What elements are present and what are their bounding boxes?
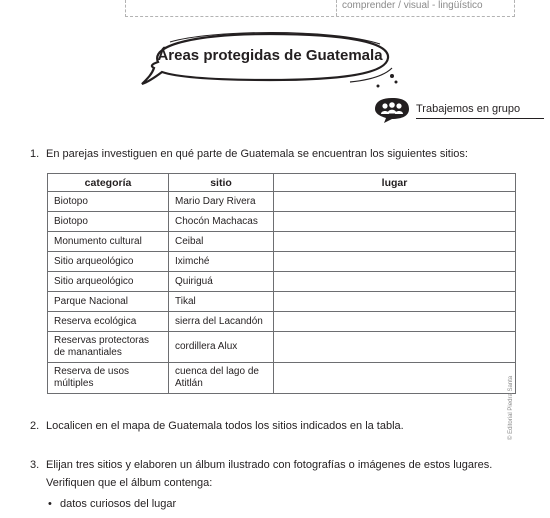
publisher-credit: © Editorial Piedra Santa — [508, 375, 514, 440]
instruction-1 — [30, 146, 468, 162]
cell-sitio: Chocón Machacas — [169, 212, 274, 232]
sites-table — [47, 173, 516, 394]
title-banner — [140, 22, 400, 92]
list-item-text: datos curiosos del lugar — [60, 498, 177, 510]
cell-categoria: Reserva ecológica — [48, 312, 169, 332]
cell-lugar[interactable] — [274, 192, 516, 212]
cell-sitio: Mario Dary Rivera — [169, 192, 274, 212]
cell-categoria: Monumento cultural — [48, 232, 169, 252]
cell-lugar[interactable] — [274, 363, 516, 394]
header-categoria: categoría — [48, 174, 169, 192]
cell-lugar[interactable] — [274, 212, 516, 232]
cell-sitio: sierra del Lacandón — [169, 312, 274, 332]
cell-sitio: Quiriguá — [169, 272, 274, 292]
table-header-row — [48, 174, 516, 192]
page-title: Áreas protegidas de Guatemala — [157, 47, 383, 64]
list-item — [48, 498, 176, 510]
table-row — [48, 252, 516, 272]
cell-sitio: Ceibal — [169, 232, 274, 252]
cell-categoria: Reservas protectoras de manantiales — [48, 332, 169, 363]
bullet-icon: • — [48, 498, 52, 510]
instruction-3 — [30, 457, 492, 473]
group-work-badge — [374, 96, 544, 122]
group-people-icon — [374, 96, 410, 124]
header-divider — [336, 0, 338, 16]
cell-sitio: Iximché — [169, 252, 274, 272]
header-sitio: sitio — [169, 174, 274, 192]
instruction-text: Localicen en el mapa de Guatemala todos los sitios indicados en la tabla. — [46, 420, 404, 432]
cell-lugar[interactable] — [274, 312, 516, 332]
verify-text: Verifiquen que el álbum contenga: — [46, 477, 213, 489]
cell-sitio: Tikal — [169, 292, 274, 312]
instruction-text: Elijan tres sitios y elaboren un álbum ilustrado con fotografías o imágenes de estos lugares. — [46, 459, 493, 471]
cell-lugar[interactable] — [274, 252, 516, 272]
instruction-number: 3. — [30, 459, 40, 471]
cell-sitio: cordillera Alux — [169, 332, 274, 363]
table-row — [48, 212, 516, 232]
cell-lugar[interactable] — [274, 272, 516, 292]
cell-categoria: Biotopo — [48, 192, 169, 212]
instruction-number: 1. — [30, 148, 40, 160]
group-work-label: Trabajemos en grupo — [416, 103, 521, 115]
cell-lugar[interactable] — [274, 232, 516, 252]
cell-categoria: Sitio arqueológico — [48, 252, 169, 272]
group-work-underline — [416, 118, 544, 119]
cell-lugar[interactable] — [274, 332, 516, 363]
cell-categoria: Sitio arqueológico — [48, 272, 169, 292]
table-row — [48, 192, 516, 212]
table-row — [48, 232, 516, 252]
cell-sitio: cuenca del lago de Atitlán — [169, 363, 274, 394]
checklist — [48, 498, 176, 510]
cell-categoria: Biotopo — [48, 212, 169, 232]
instruction-text: En parejas investiguen en qué parte de Guatemala se encuentran los siguientes sitios: — [46, 148, 468, 160]
cell-lugar[interactable] — [274, 292, 516, 312]
table-row — [48, 363, 516, 394]
table-row — [48, 292, 516, 312]
header-lugar: lugar — [274, 174, 516, 192]
instruction-number: 2. — [30, 420, 40, 432]
table-row — [48, 332, 516, 363]
cell-categoria: Parque Nacional — [48, 292, 169, 312]
table-row — [48, 272, 516, 292]
instruction-2 — [30, 418, 404, 434]
table-row — [48, 312, 516, 332]
cell-categoria: Reserva de usos múltiples — [48, 363, 169, 394]
header-strip-text: comprender / visual - lingüístico — [342, 0, 483, 11]
